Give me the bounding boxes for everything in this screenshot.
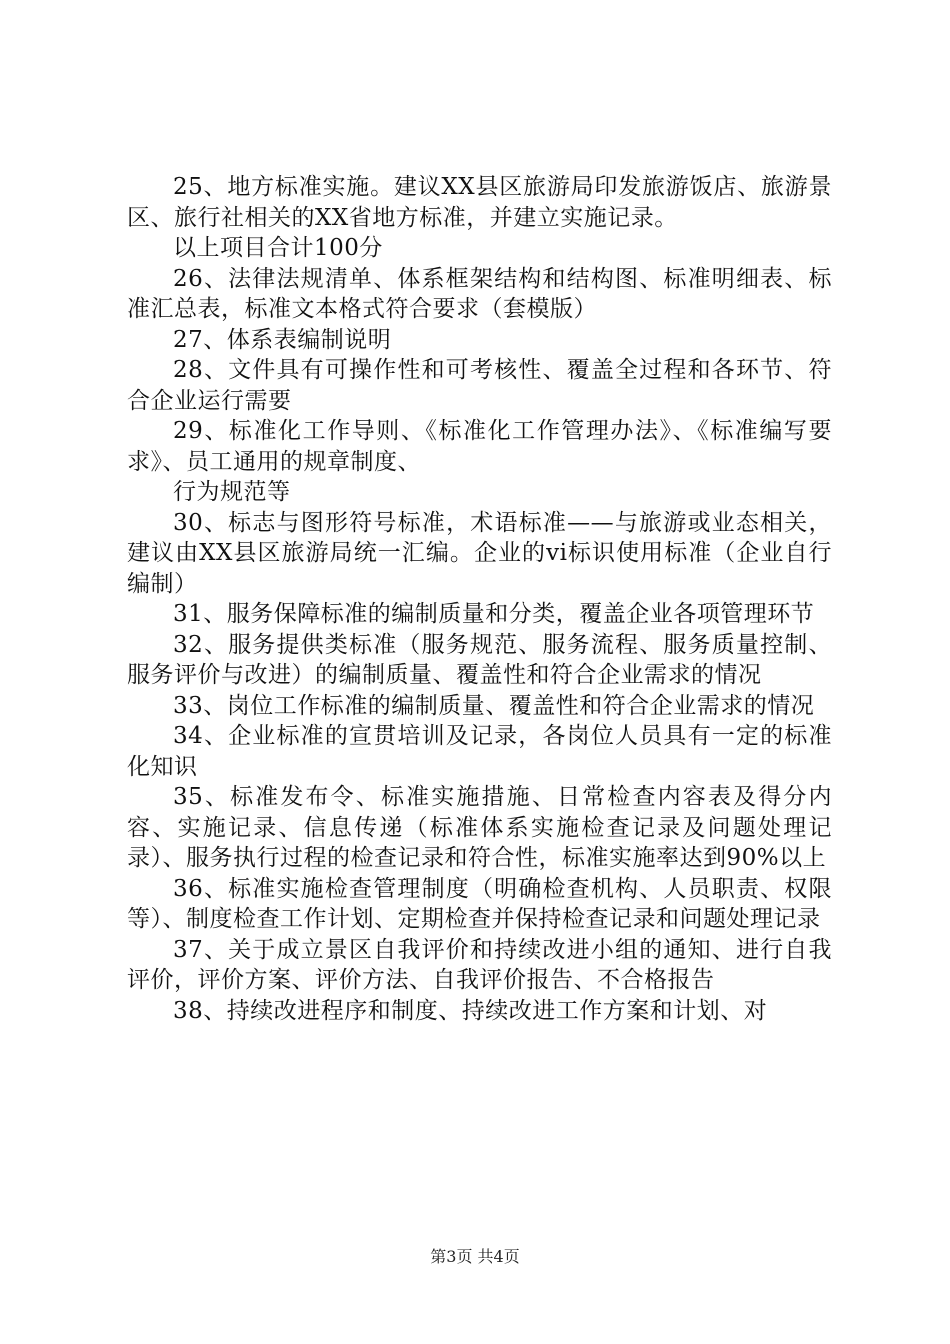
paragraph-34: 34、企业标准的宣贯培训及记录，各岗位人员具有一定的标准化知识: [127, 723, 832, 780]
paragraph-32: 32、服务提供类标准（服务规范、服务流程、服务质量控制、服务评价与改进）的编制质量、覆盖性和符合企业需求的情况: [127, 631, 832, 688]
paragraph-29: 29、标准化工作导则、《标准化工作管理办法》、《标准编写要求》、员工通用的规章制度、: [127, 418, 832, 475]
paragraph-total-score: 以上项目合计100分: [173, 235, 383, 261]
paragraph-33: 33、岗位工作标准的编制质量、覆盖性和符合企业需求的情况: [173, 692, 815, 719]
page-footer: [0, 1244, 950, 1267]
paragraph-26: 26、法律法规清单、体系框架结构和结构图、标准明细表、标准汇总表，标准文本格式符合要求（套模版）: [127, 265, 832, 322]
paragraph-30: 30、标志与图形符号标准，术语标准——与旅游或业态相关，建议由XX县区旅游局统一汇编。企业的vi标识使用标准（企业自行编制）: [127, 509, 832, 597]
paragraph-38: 38、持续改进程序和制度、持续改进工作方案和计划、对: [173, 997, 768, 1024]
paragraph-29-continued: 行为规范等: [173, 479, 291, 505]
paragraph-25: 25、地方标准实施。建议XX县区旅游局印发旅游饭店、旅游景区、旅行社相关的XX省地方标准，并建立实施记录。: [127, 174, 832, 231]
page-number-label: 第3页 共4页: [430, 1247, 520, 1266]
paragraph-37: 37、关于成立景区自我评价和持续改进小组的通知、进行自我评价，评价方案、评价方法、自我评价报告、不合格报告: [127, 936, 832, 993]
paragraph-27: 27、体系表编制说明: [173, 326, 392, 353]
paragraph-31: 31、服务保障标准的编制质量和分类，覆盖企业各项管理环节: [173, 601, 815, 627]
paragraph-36: 36、标准实施检查管理制度（明确检查机构、人员职责、权限等）、制度检查工作计划、定期检查并保持检查记录和问题处理记录: [127, 875, 832, 932]
document-body: [127, 172, 832, 1026]
paragraph-28: 28、文件具有可操作性和可考核性、覆盖全过程和各环节、符合企业运行需要: [127, 357, 832, 414]
paragraph-35: 35、标准发布令、标准实施措施、日常检查内容表及得分内容、实施记录、信息传递（标准体系实施检查记录及问题处理记录）、服务执行过程的检查记录和符合性，标准实施率达到90%以上: [127, 784, 832, 871]
